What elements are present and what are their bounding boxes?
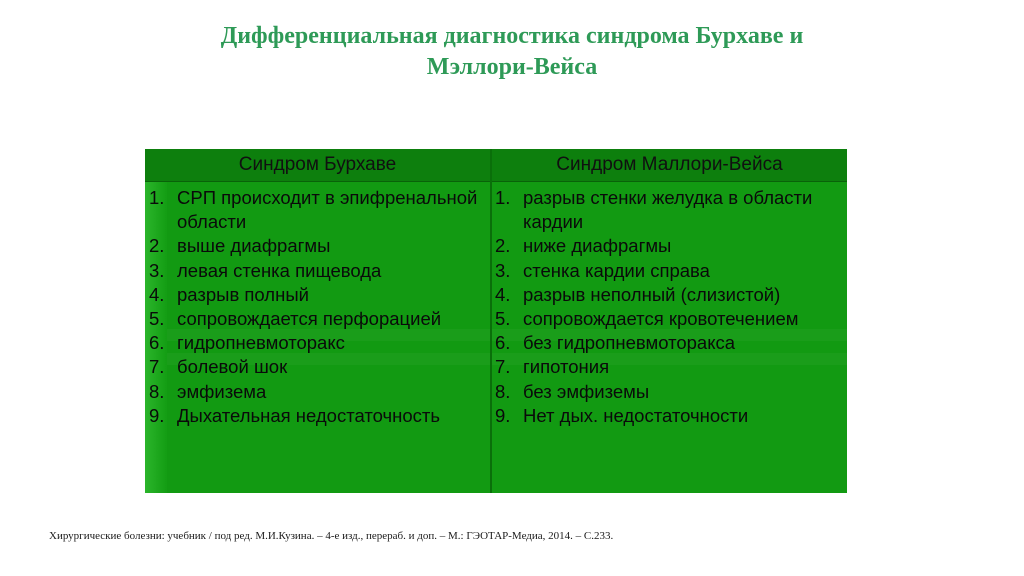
list-item: 7. болевой шок [149, 356, 288, 378]
list-item: 4. разрыв неполный (слизистой) [495, 283, 781, 305]
list-item: 2. выше диафрагмы [149, 235, 331, 257]
list-item: 6. без гидропневмоторакса [495, 332, 736, 354]
list-item: 2. ниже диафрагмы [495, 235, 672, 257]
header-boerhaave: Синдром Бурхаве [238, 154, 397, 175]
list-item: 8. эмфизема [149, 380, 267, 402]
list-item: 1. СРП происходит в эпифренальной области [149, 187, 478, 233]
column-divider [490, 149, 492, 493]
list-item: 3. левая стенка пищевода [149, 259, 382, 281]
list-item: 1. разрыв стенки желудка в области кардии [495, 187, 813, 233]
list-item: 4. разрыв полный [149, 283, 309, 305]
list-item: 3. стенка кардии справа [495, 259, 710, 281]
boerhaave-list [149, 186, 485, 428]
list-item: 8. без эмфиземы [495, 380, 650, 402]
list-item: 5. сопровождается кровотечением [495, 308, 799, 330]
list-item: 5. сопровождается перфорацией [149, 308, 442, 330]
slide-title-line-1: Дифференциальная диагностика синдрома Бурхаве и [220, 23, 804, 49]
source-citation: Хирургические болезни: учебник / под ред. М.И.Кузина. – 4-е изд., перераб. и доп. – М.: ГЭОТАР-Медиа, 2014. – С.233. [49, 530, 614, 542]
slide-title [112, 21, 912, 83]
slide-title-line-2: Мэллори-Вейса [426, 54, 598, 80]
list-item: 9. Дыхательная недостаточность [149, 404, 441, 426]
header-mallory-weiss: Синдром Маллори-Вейса [556, 154, 783, 175]
mallory-weiss-list [495, 186, 845, 428]
list-item: 6. гидропневмоторакс [149, 332, 345, 354]
comparison-table [145, 149, 847, 493]
list-item: 7. гипотония [495, 356, 610, 378]
list-item: 9. Нет дых. недостаточности [495, 404, 749, 426]
